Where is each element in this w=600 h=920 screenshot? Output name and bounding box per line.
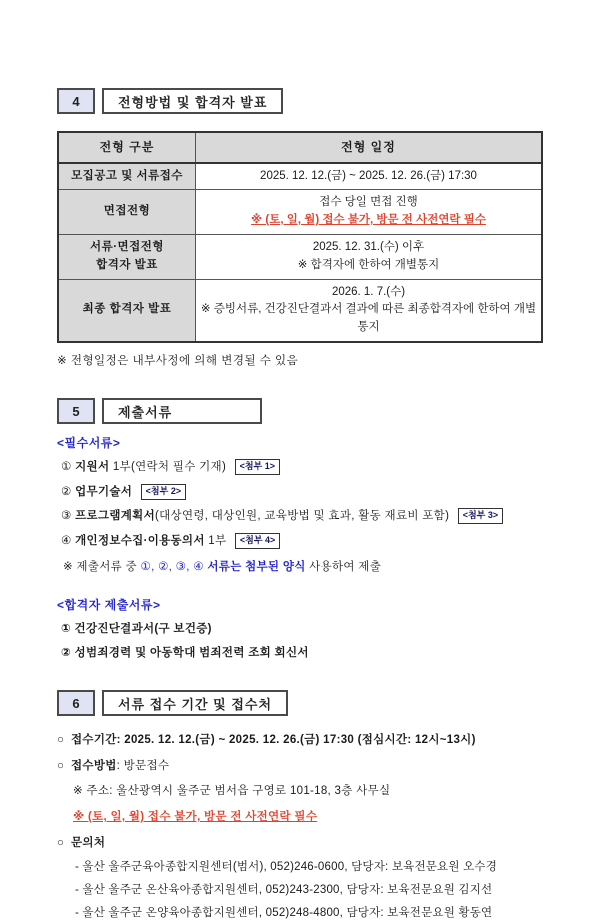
required-doc-item-3 xyxy=(57,508,543,525)
row-value-interview xyxy=(196,190,543,235)
row-label-doc-interview-result xyxy=(58,235,196,280)
pass-docs-heading: <합격자 제출서류> xyxy=(57,597,161,612)
reception-period-line xyxy=(57,732,543,749)
section6-header xyxy=(57,690,543,716)
contact-label: 문의처 xyxy=(71,836,106,849)
period-label: 접수기간: xyxy=(71,734,121,747)
section5-header xyxy=(57,398,543,424)
schedule-change-note: ※ 전형일정은 내부사정에 의해 변경될 수 있음 xyxy=(57,355,299,368)
item-name: 업무기술서 xyxy=(75,485,133,498)
section4-header xyxy=(57,88,543,114)
contact-heading-line xyxy=(57,835,543,852)
method-label: 접수방법 xyxy=(71,759,117,772)
interview-warning: ※ (토, 일, 월) 접수 불가, 방문 전 사전연락 필수 xyxy=(251,214,486,227)
address-line: ※ 주소: 울산광역시 울주군 범서읍 구영로 101-18, 3층 사무실 xyxy=(73,785,391,798)
circle-bullet: ○ xyxy=(57,836,65,849)
circle-bullet: ○ xyxy=(57,759,65,772)
required-doc-item-4 xyxy=(57,533,543,550)
item-number: ③ xyxy=(61,510,72,523)
col-header-schedule: 전형 일정 xyxy=(196,132,543,163)
row-label-application: 모집공고 및 서류접수 xyxy=(58,163,196,190)
table-row xyxy=(58,163,542,190)
schedule-table xyxy=(57,131,543,343)
col-header-type: 전형 구분 xyxy=(58,132,196,163)
section6-number-badge: 6 xyxy=(57,690,95,716)
table-row xyxy=(58,279,542,342)
item-rest: (대상연령, 대상인원, 교육방법 및 효과, 활동 재료비 포함) xyxy=(155,510,450,523)
section4-number-badge: 4 xyxy=(57,88,95,114)
table-row xyxy=(58,235,542,280)
item-name: 지원서 xyxy=(75,461,110,474)
pass-doc-item-2 xyxy=(57,645,543,662)
attachment-tag-1: <첨부 1> xyxy=(235,459,280,475)
required-docs-heading: <필수서류> xyxy=(57,436,121,451)
submission-form-note xyxy=(57,558,543,574)
contact-item-3: - 울산 울주군 온양육아종합지원센터, 052)248-4800, 담당자: 보육전문요원 황동연 xyxy=(75,907,493,920)
pass-doc-item-1 xyxy=(57,621,543,638)
row-label-line1: 서류·면접전형 xyxy=(90,241,164,254)
attachment-tag-3: <첨부 3> xyxy=(458,508,503,524)
section5-title: 제출서류 xyxy=(102,398,262,424)
period-value: 2025. 12. 12.(금) ~ 2025. 12. 26.(금) 17:30 (점심시간: 12시~13시) xyxy=(120,734,476,747)
section4-title: 전형방법 및 합격자 발표 xyxy=(102,88,283,114)
required-doc-item-2 xyxy=(57,484,543,501)
note-numbers: ①, ②, ③, ④ xyxy=(140,560,204,573)
attachment-tag-4: <첨부 4> xyxy=(235,533,280,549)
row-label-interview: 면접전형 xyxy=(58,190,196,235)
result-note: ※ 합격자에 한하여 개별통지 xyxy=(297,258,440,271)
row-value-doc-interview-result xyxy=(196,235,543,280)
note-prefix: ※ 제출서류 중 xyxy=(63,560,141,573)
item-number: ① xyxy=(61,461,72,474)
pass-item-text: ① 건강진단결과서(구 보건증) xyxy=(61,622,212,635)
note-suffix: 사용하여 제출 xyxy=(305,560,382,573)
contact-item-2: - 울산 울주군 온산육아종합지원센터, 052)243-2300, 담당자: 보육전문요원 김지선 xyxy=(75,884,493,897)
attachment-tag-2: <첨부 2> xyxy=(141,484,186,500)
reception-method-line xyxy=(57,758,543,775)
required-doc-item-1 xyxy=(57,459,543,476)
note-emphasis: 서류는 첨부된 양식 xyxy=(203,560,306,573)
final-date: 2026. 1. 7.(수) xyxy=(331,285,406,298)
circle-bullet: ○ xyxy=(57,734,65,747)
method-value: : 방문접수 xyxy=(116,759,170,772)
item-rest: 1부 xyxy=(204,535,227,548)
item-name: 프로그램계획서 xyxy=(75,510,155,523)
final-note: ※ 증빙서류, 건강진단결과서 결과에 따른 최종합격자에 한하여 개별통지 xyxy=(200,303,537,334)
item-name: 개인정보수집·이용동의서 xyxy=(75,535,205,548)
contact-item-1: - 울산 울주군육아종합지원센터(범서), 052)246-0600, 담당자: 보육전문요원 오수경 xyxy=(75,861,498,874)
item-number: ② xyxy=(61,485,72,498)
row-value-application: 2025. 12. 12.(금) ~ 2025. 12. 26.(금) 17:30 xyxy=(196,163,543,190)
item-number: ④ xyxy=(61,535,72,548)
pass-item-text: ② 성범죄경력 및 아동학대 범죄전력 조회 회신서 xyxy=(61,647,309,660)
section6-title: 서류 접수 기간 및 접수처 xyxy=(102,690,288,716)
table-header-row xyxy=(58,132,542,163)
section5-number-badge: 5 xyxy=(57,398,95,424)
item-rest: 1부(연락처 필수 기재) xyxy=(109,461,227,474)
row-label-final-result: 최종 합격자 발표 xyxy=(58,279,196,342)
reception-warning-line: ※ (토, 일, 월) 접수 불가, 방문 전 사전연락 필수 xyxy=(73,811,318,824)
interview-line1: 접수 당일 면접 진행 xyxy=(319,196,418,209)
row-value-final-result xyxy=(196,279,543,342)
row-label-line2: 합격자 발표 xyxy=(96,258,158,271)
table-row xyxy=(58,190,542,235)
result-date: 2025. 12. 31.(수) 이후 xyxy=(312,241,425,254)
